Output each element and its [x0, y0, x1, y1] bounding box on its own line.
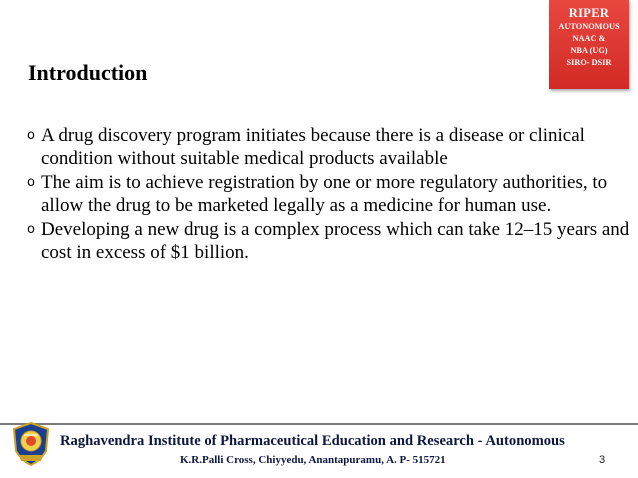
bullet-text: The aim is to achieve registration by one or more regulatory authorities, to allow the drug to be marketed legally as a medicine for human use.	[41, 172, 608, 216]
institute-emblem-icon	[10, 421, 52, 467]
bullet-marker: o	[27, 222, 35, 237]
bullet-text: Developing a new drug is a complex process which can take 12–15 years and cost in excess of $1 billion.	[41, 219, 630, 263]
institution-address: K.R.Palli Cross, Chiyyedu, Anantapuramu, A. P- 515721	[180, 454, 446, 466]
footer-divider	[0, 423, 638, 425]
bullet-marker: o	[27, 128, 35, 143]
bullet-item	[27, 218, 632, 264]
institution-name: Raghavendra Institute of Pharmaceutical Education and Research - Autonomous	[60, 433, 565, 449]
accreditation-badge	[549, 0, 629, 89]
badge-line-naac: NAAC &	[572, 34, 606, 43]
badge-line-siro: SIRO- DSIR	[566, 58, 612, 67]
page-number: 3	[599, 454, 606, 466]
badge-title: RIPER	[568, 6, 610, 20]
bullet-item	[27, 124, 632, 170]
bullet-marker: o	[27, 175, 35, 190]
bullet-text: A drug discovery program initiates because there is a disease or clinical condition without suitable medical products available	[41, 125, 585, 169]
bullet-item	[27, 171, 632, 217]
bullet-list	[27, 124, 632, 265]
slide-title: Introduction	[28, 60, 148, 85]
badge-line-autonomous: AUTONOMOUS	[558, 22, 620, 31]
badge-line-nba: NBA (UG)	[570, 46, 608, 55]
